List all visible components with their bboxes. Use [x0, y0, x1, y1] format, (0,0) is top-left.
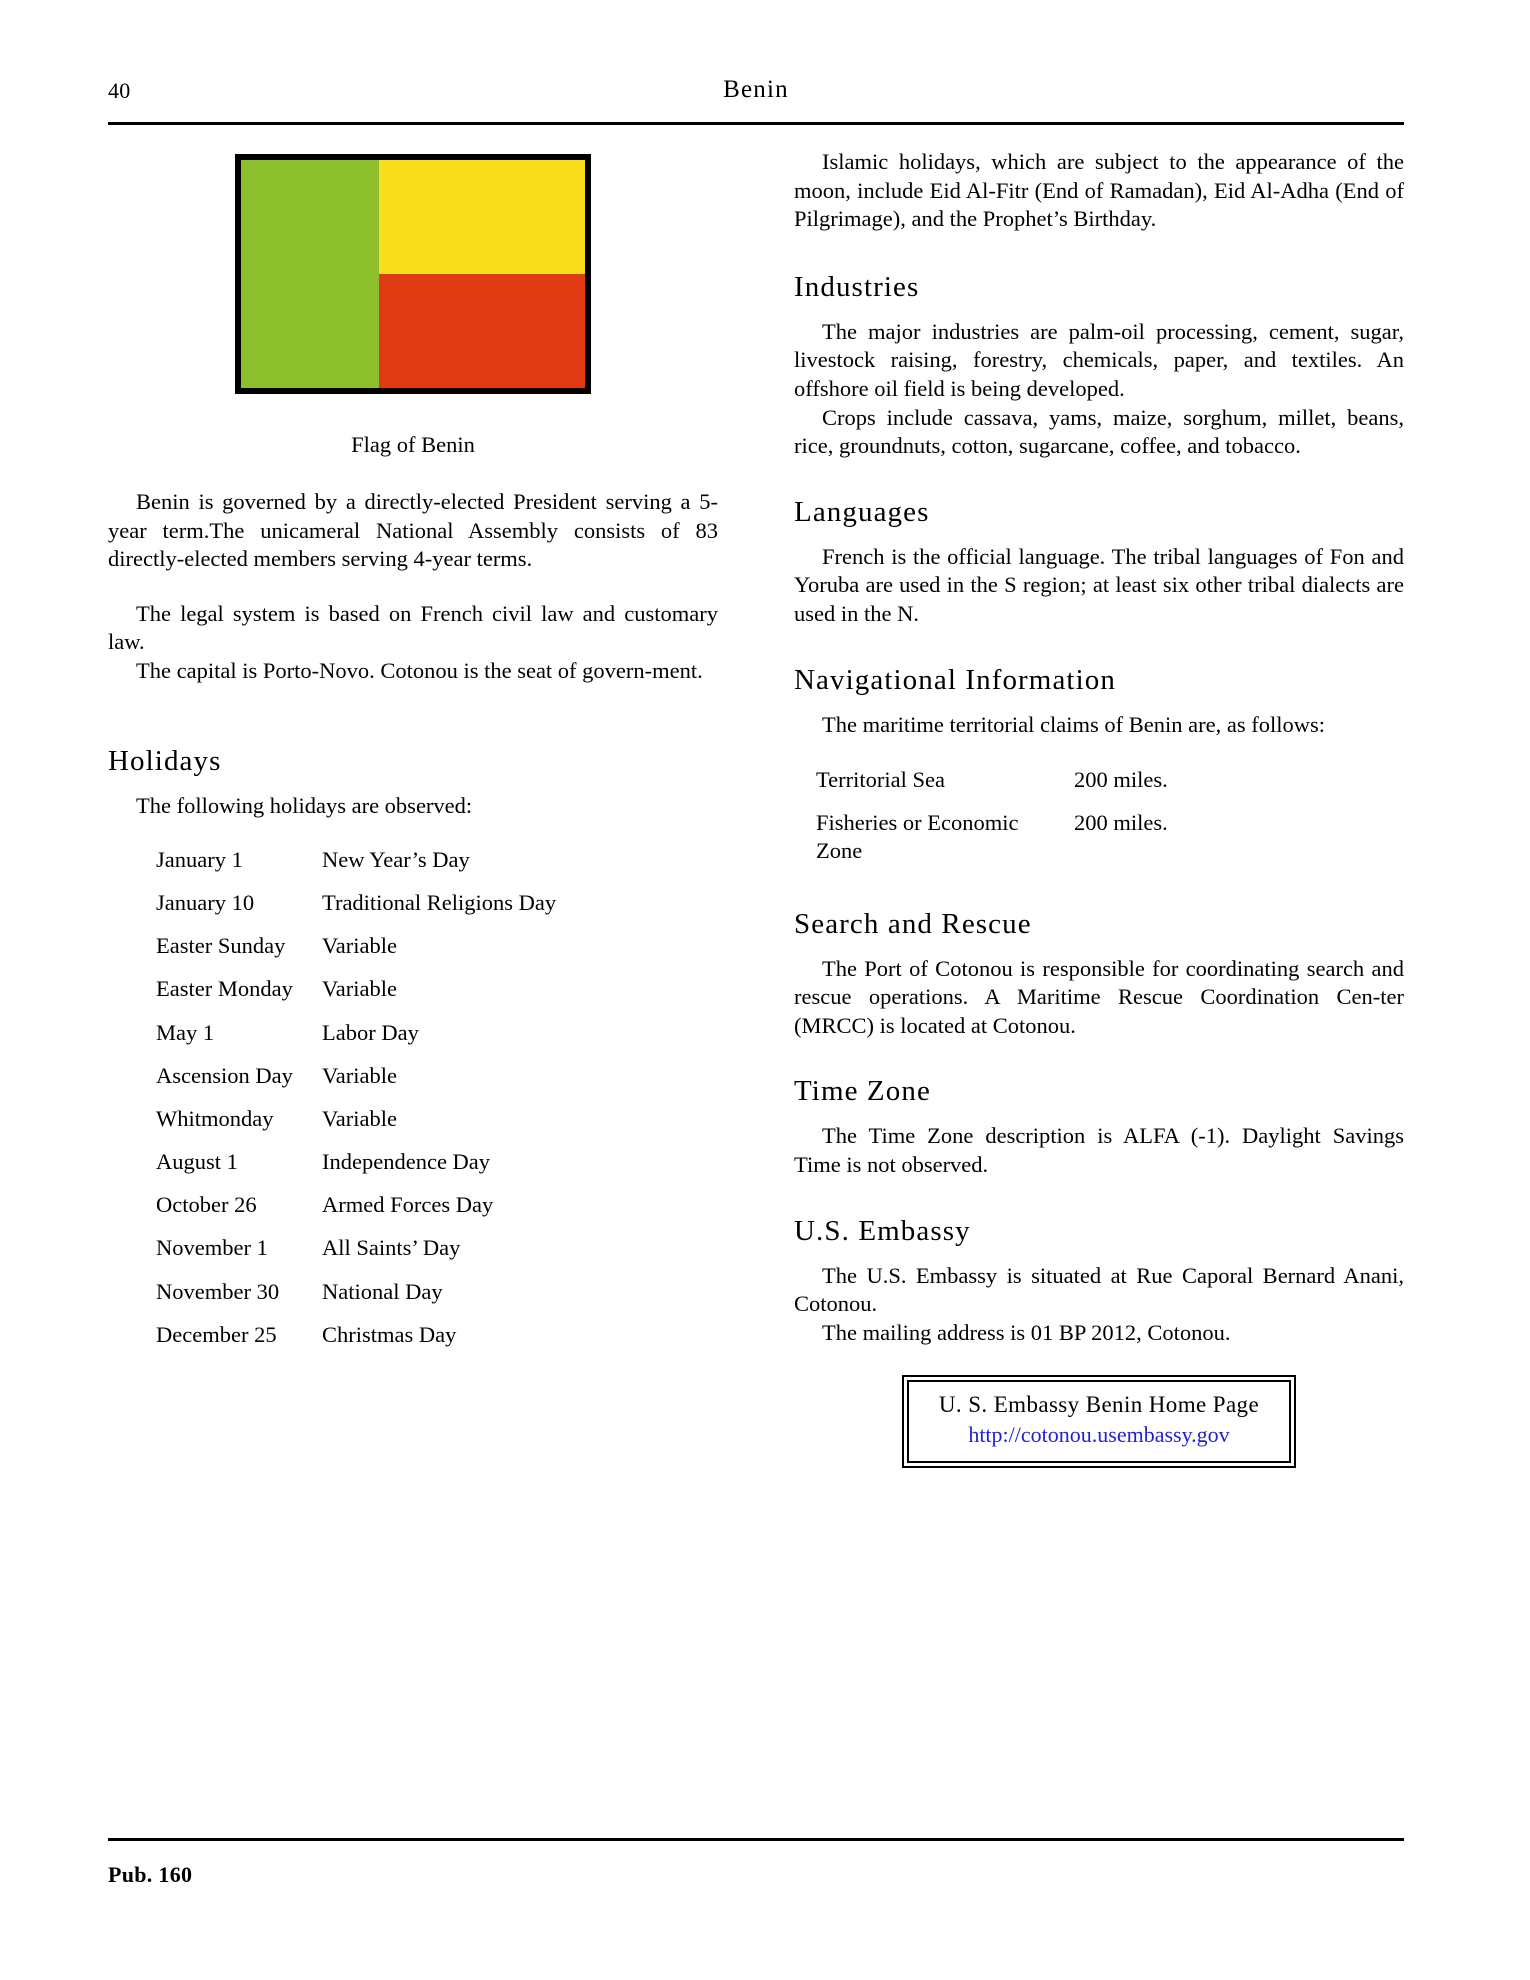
- us-embassy-heading: U.S. Embassy: [794, 1214, 971, 1247]
- table-row: [156, 881, 556, 924]
- holiday-name: Armed Forces Day: [322, 1192, 494, 1218]
- holiday-name: Variable: [322, 976, 397, 1002]
- search-and-rescue-heading: Search and Rescue: [794, 907, 1032, 940]
- navigational-information-intro: The maritime territorial claims of Benin are, as follows:: [822, 711, 1325, 737]
- page-header: [108, 78, 1404, 112]
- time-zone-paragraph-1: The Time Zone description is ALFA (-1). Daylight Savings Time is not observed.: [794, 1123, 1404, 1177]
- embassy-homepage-link[interactable]: http://cotonou.usembassy.gov: [968, 1422, 1230, 1448]
- holidays-intro: The following holidays are observed:: [136, 792, 473, 818]
- header-divider: [108, 122, 1404, 125]
- embassy-homepage-box-wrapper: [794, 1375, 1404, 1468]
- us-embassy-paragraph-1: The U.S. Embassy is situated at Rue Caporal Bernard Anani, Cotonou.: [794, 1262, 1404, 1317]
- holiday-date: May 1: [156, 1019, 215, 1045]
- table-row: [156, 1097, 556, 1140]
- holiday-date: August 1: [156, 1149, 238, 1175]
- table-row: [156, 1054, 556, 1097]
- holiday-date: December 25: [156, 1321, 277, 1347]
- legal-system-paragraph: The legal system is based on French civil law and customary law.: [108, 600, 718, 655]
- table-row: [156, 1227, 556, 1270]
- industries-paragraph-1: The major industries are palm-oil processing, cement, sugar, livestock raising, forestry, chemicals, paper, and textiles. An offshore oil field is being developed.: [794, 318, 1404, 401]
- search-and-rescue-paragraph-1: The Port of Cotonou is responsible for coordinating search and rescue operations. A Maritime Rescue Coordination Cen-ter (MRCC) is located at Cotonou.: [794, 955, 1404, 1038]
- industries-heading: Industries: [794, 270, 920, 303]
- holidays-table: [156, 838, 556, 1356]
- holiday-name: Independence Day: [322, 1149, 491, 1175]
- publication-number: Pub. 160: [108, 1862, 193, 1887]
- footer-divider: [108, 1838, 1404, 1841]
- claim-label: Territorial Sea: [816, 767, 945, 793]
- holiday-name: Labor Day: [322, 1019, 419, 1045]
- running-title: Benin: [723, 76, 789, 103]
- holiday-name: Variable: [322, 1062, 397, 1088]
- table-row: [816, 802, 1274, 873]
- flag-figure: [108, 154, 718, 394]
- holiday-date: Whitmonday: [156, 1105, 274, 1131]
- holiday-date: November 30: [156, 1278, 280, 1304]
- holidays-table-body: [156, 838, 556, 1356]
- holiday-name: National Day: [322, 1278, 443, 1304]
- page-number: 40: [108, 78, 131, 103]
- table-row: [156, 1011, 556, 1054]
- holiday-name: All Saints’ Day: [322, 1235, 461, 1261]
- capital-paragraph: The capital is Porto-Novo. Cotonou is the seat of govern-ment.: [136, 657, 703, 683]
- maritime-claims-table: [816, 759, 1274, 873]
- languages-paragraph-1: French is the official language. The tribal languages of Fon and Yoruba are used in the S region; at least six other tribal dialects are used in the N.: [794, 543, 1404, 626]
- flag-band-red: [379, 274, 585, 388]
- flag-caption: Flag of Benin: [351, 432, 475, 457]
- claim-label: Fisheries or Economic Zone: [816, 809, 1019, 864]
- holiday-name: Variable: [322, 933, 397, 959]
- industries-paragraph-2: Crops include cassava, yams, maize, sorghum, millet, beans, rice, groundnuts, cotton, sugarcane, coffee, and tobacco.: [794, 404, 1404, 459]
- table-row: [156, 1313, 556, 1356]
- claim-value: 200 miles.: [1074, 809, 1168, 835]
- claim-value: 200 miles.: [1074, 767, 1168, 793]
- holiday-name: New Year’s Day: [322, 846, 470, 872]
- table-row: [156, 925, 556, 968]
- table-row: [156, 1184, 556, 1227]
- holiday-date: Ascension Day: [156, 1062, 293, 1088]
- table-row: [156, 1270, 556, 1313]
- table-row: [156, 838, 556, 881]
- islamic-holidays-paragraph: Islamic holidays, which are subject to the appearance of the moon, include Eid Al-Fitr (End of Ramadan), Eid Al-Adha (End of Pilgrimage), and the Prophet’s Birthday.: [794, 149, 1404, 232]
- right-column: [794, 148, 1404, 1468]
- holiday-date: January 1: [156, 846, 243, 872]
- table-row: [156, 968, 556, 1011]
- languages-heading: Languages: [794, 495, 930, 528]
- flag-of-benin-image: [235, 154, 591, 394]
- flag-band-yellow: [379, 160, 585, 274]
- holiday-date: Easter Monday: [156, 976, 293, 1002]
- embassy-homepage-box: [902, 1375, 1296, 1468]
- flag-band-green: [241, 160, 379, 388]
- holiday-name: Christmas Day: [322, 1321, 457, 1347]
- holiday-name: Variable: [322, 1105, 397, 1131]
- holiday-date: Easter Sunday: [156, 933, 286, 959]
- holiday-name: Traditional Religions Day: [322, 889, 557, 915]
- navigational-information-heading: Navigational Information: [794, 663, 1116, 696]
- table-row: [156, 1140, 556, 1183]
- time-zone-heading: Time Zone: [794, 1075, 931, 1108]
- table-row: [816, 759, 1274, 802]
- holiday-date: October 26: [156, 1192, 257, 1218]
- government-paragraph: Benin is governed by a directly-elected President serving a 5-year term.The unicameral National Assembly consists of 83 directly-elected members serving 4-year terms.: [108, 489, 718, 572]
- embassy-homepage-box-inner: [907, 1380, 1291, 1463]
- maritime-claims-table-body: [816, 759, 1274, 873]
- left-column: [108, 148, 718, 1356]
- flag-right-bands: [379, 160, 585, 388]
- holiday-date: November 1: [156, 1235, 268, 1261]
- embassy-homepage-title: U. S. Embassy Benin Home Page: [938, 1392, 1260, 1418]
- us-embassy-paragraph-2: The mailing address is 01 BP 2012, Cotonou.: [822, 1319, 1231, 1345]
- holiday-date: January 10: [156, 889, 255, 915]
- holidays-heading: Holidays: [108, 744, 222, 777]
